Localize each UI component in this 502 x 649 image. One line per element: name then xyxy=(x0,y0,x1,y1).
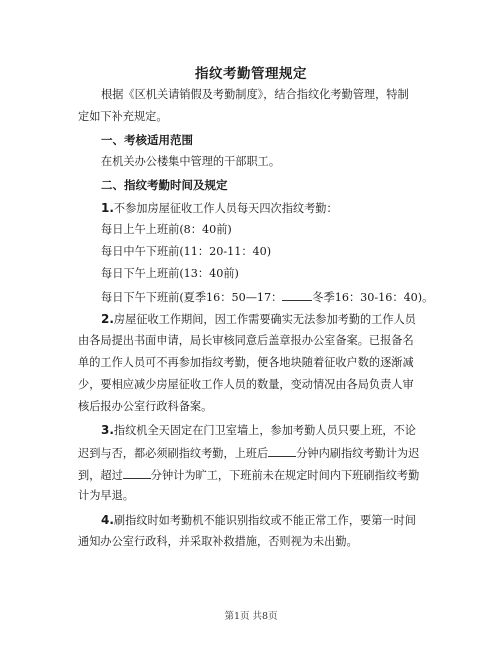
item4-number: 4. xyxy=(101,513,114,527)
item3-line-2-start: 迟到与否，都必须刷指纹考勤，上班后 xyxy=(78,447,269,460)
item3-number: 3. xyxy=(101,423,114,437)
item3-line-2-end: 分钟内刷指纹考勤计为迟 xyxy=(296,447,420,460)
item3-line-4: 计为早退。 xyxy=(78,489,134,502)
item2-number: 2. xyxy=(101,312,114,326)
fill-in-blank xyxy=(268,445,296,457)
item3-line-1 xyxy=(101,423,416,438)
item3-line-3-start: 到，超过 xyxy=(78,469,123,482)
section2-heading: 二、指纹考勤时间及规定 xyxy=(101,178,228,192)
item2-line-1 xyxy=(101,312,416,327)
page-number: 第1页 共8页 xyxy=(224,611,278,622)
item2-text: 房屋征收工作期间，因工作需要确实无法参加考勤的工作人员 xyxy=(113,313,416,326)
document-title: 指纹考勤管理规定 xyxy=(195,66,307,82)
item2-line-2: 由各局提出书面申请，局长审核同意后盖章报办公室备案。已报备名 xyxy=(78,334,414,347)
item4-line-1 xyxy=(101,513,416,528)
item2-line-3: 单的工作人员可不再参加指纹考勤，便各地块随着征收户数的逐渐减 xyxy=(78,356,414,369)
intro-line-1: 根据《区机关请销假及考勤制度》，结合指纹化考勤管理，特制 xyxy=(101,88,409,101)
fill-in-blank xyxy=(123,467,151,479)
item2-line-5: 核后报办公室行政科备案。 xyxy=(78,400,213,413)
time-line-4-start: 每日下午下班前(夏季16：50—17： xyxy=(101,291,283,304)
time-line-4-end: 冬季16：30-16：40)。 xyxy=(312,291,434,304)
time-line-1: 每日上午上班前(8：40前) xyxy=(101,223,232,236)
section1-text: 在机关办公楼集中管理的干部职工。 xyxy=(101,155,281,168)
item4-text: 刷指纹时如考勤机不能识别指纹或不能正常工作，要第一时间 xyxy=(113,514,416,527)
section1-heading: 一、考核适用范围 xyxy=(101,133,193,147)
time-line-3: 每日下午上班前(13：40前) xyxy=(101,267,239,280)
time-line-4 xyxy=(101,289,433,305)
item3-line-3-end: 分钟计为旷工，下班前未在规定时间内下班刷指纹考勤 xyxy=(150,469,420,482)
intro-line-2: 定如下补充规定。 xyxy=(78,110,168,123)
item4-line-2: 通知办公室行政科，并采取补救措施，否则视为未出勤。 xyxy=(78,535,358,548)
item1 xyxy=(101,201,338,216)
item2-line-4: 少，要相应减少房屋征收工作人员的数量，变动情况由各局负责人审 xyxy=(78,378,414,391)
item3-text: 指纹机全天固定在门卫室墙上，参加考勤人员只要上班，不论 xyxy=(113,424,416,437)
item3-line-2 xyxy=(78,445,419,461)
item1-text: 不参加房屋征收工作人员每天四次指纹考勤： xyxy=(113,202,338,215)
item1-number: 1. xyxy=(101,201,114,215)
item3-line-3 xyxy=(78,467,419,483)
fill-in-blank xyxy=(282,289,312,301)
time-line-2: 每日中午下班前(11：20-11：40) xyxy=(101,245,272,258)
